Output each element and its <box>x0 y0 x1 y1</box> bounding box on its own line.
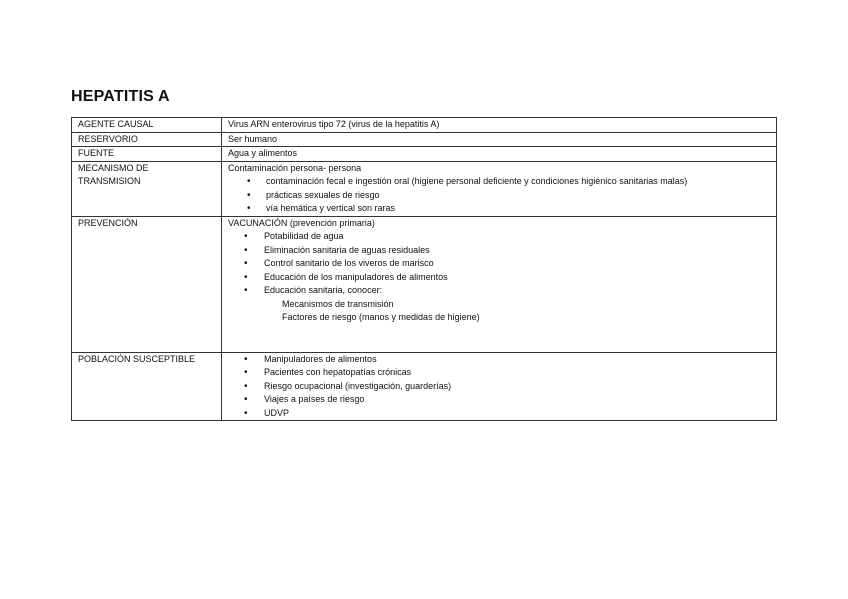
row-label-poblacion: POBLACIÓN SUSCEPTIBLE <box>72 352 222 421</box>
row-label-fuente: FUENTE <box>72 147 222 162</box>
row-value-agente-causal: Virus ARN enterovirus tipo 72 (virus de la hepatitis A) <box>222 118 777 133</box>
list-item: • Control sanitario de los viveros de marisco <box>228 257 770 271</box>
table-row <box>72 161 777 216</box>
table-row <box>72 216 777 352</box>
row-value-reservorio: Ser humano <box>222 132 777 147</box>
list-item: • Riesgo ocupacional (investigación, guarderías) <box>228 380 770 394</box>
row-value-mecanismo <box>222 161 777 216</box>
list-item: • Educación de los manipuladores de alimentos <box>228 271 770 285</box>
list-item: • Manipuladores de alimentos <box>228 353 770 367</box>
list-item: • prácticas sexuales de riesgo <box>228 189 770 203</box>
table-row <box>72 132 777 147</box>
table-row <box>72 118 777 133</box>
list-item: • Eliminación sanitaria de aguas residuales <box>228 244 770 258</box>
hepatitis-info-table <box>71 117 777 421</box>
poblacion-list <box>228 353 770 421</box>
row-value-fuente: Agua y alimentos <box>222 147 777 162</box>
spacer <box>228 325 770 352</box>
mecanismo-list <box>228 175 770 216</box>
list-item: • Viajes a países de riesgo <box>228 393 770 407</box>
row-label-mecanismo-text: MECANISMO DE TRANSMISION <box>78 162 149 186</box>
list-item: • Educación sanitaria, conocer: <box>228 284 770 298</box>
document-title: HEPATITIS A <box>71 88 170 105</box>
row-value-poblacion <box>222 352 777 421</box>
sub-item: Mecanismos de transmisión <box>282 298 394 309</box>
list-item: • Pacientes con hepatopatías crónicas <box>228 366 770 380</box>
list-item: • contaminación fecal e ingestión oral (higiene personal deficiente y condiciones higiénico sanitarias malas) <box>228 175 770 189</box>
table-row <box>72 352 777 421</box>
prevencion-list <box>228 230 770 298</box>
row-label-prevencion: PREVENCIÓN <box>72 216 222 352</box>
row-label-reservorio: RESERVORIO <box>72 132 222 147</box>
list-item: • UDVP <box>228 407 770 421</box>
row-value-prevencion <box>222 216 777 352</box>
list-item: • Potabilidad de agua <box>228 230 770 244</box>
row-label-mecanismo <box>72 161 222 216</box>
table-row <box>72 147 777 162</box>
prevencion-intro: VACUNACIÓN (prevención primaria) <box>228 217 375 228</box>
list-item: • vía hemática y vertical son raras <box>228 202 770 216</box>
mecanismo-intro: Contaminación persona- persona <box>228 162 362 173</box>
sub-item: Factores de riesgo (manos y medidas de higiene) <box>282 312 480 322</box>
row-label-agente-causal: AGENTE CAUSAL <box>72 118 222 133</box>
